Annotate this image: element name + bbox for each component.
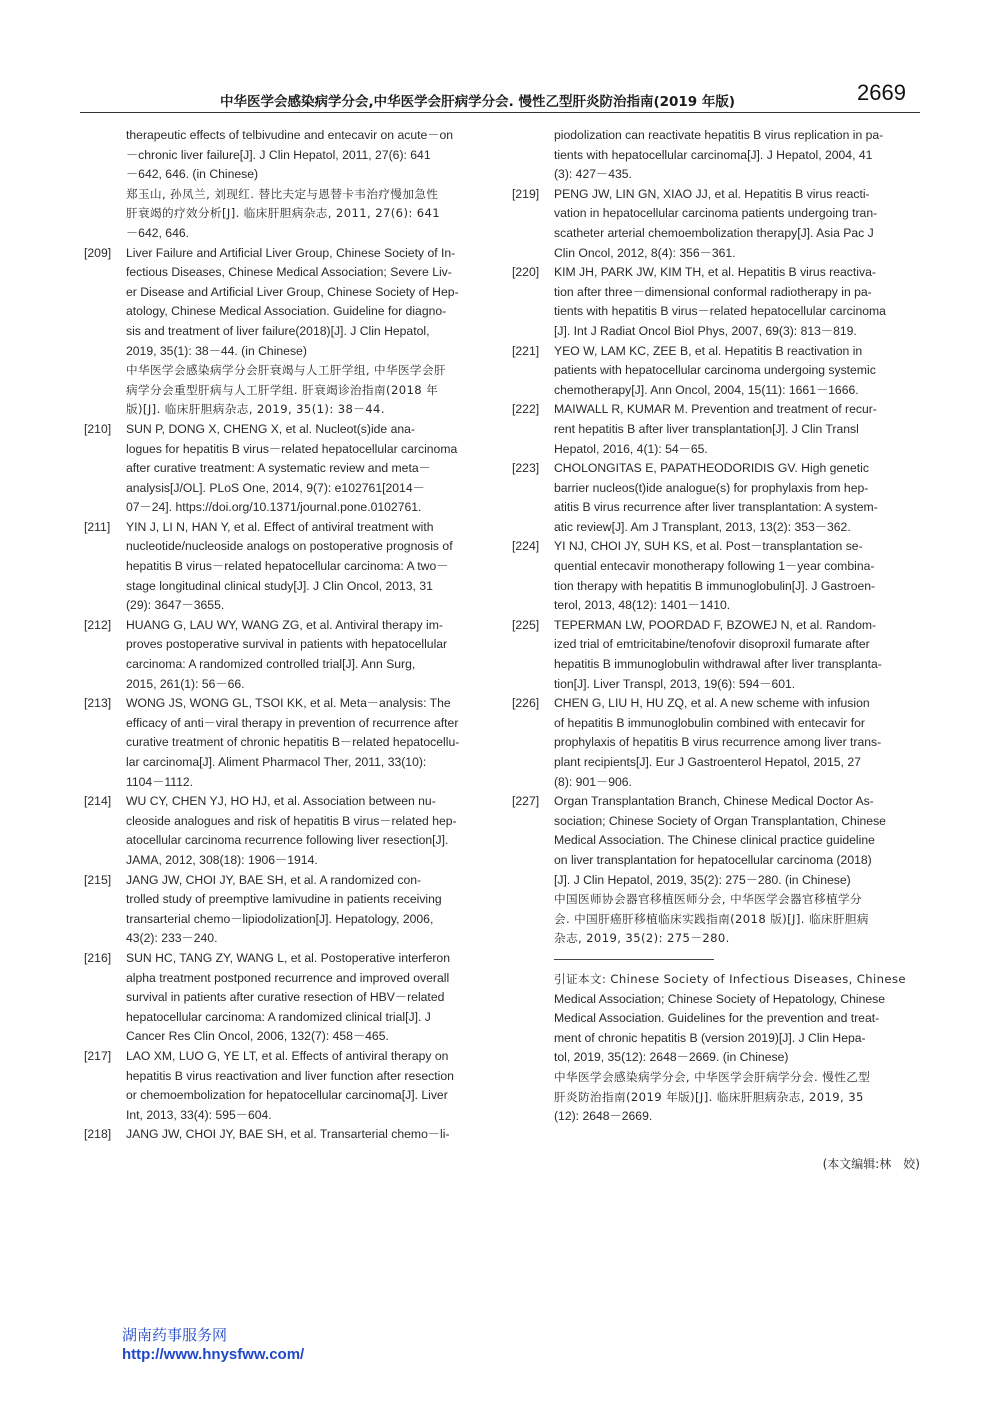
reference-line: tion therapy with hepatitis B immunoglobulin[J]. J Gastroen- [554,578,876,593]
reference-line: logues for hepatitis B virus－related hepatocellular carcinoma [126,441,458,456]
reference-line: carcinoma: A randomized controlled trial[J]. Ann Surg, [126,657,416,672]
citation-line: ment of chronic hepatitis B (version 2019)[J]. J Clin Hepa- [554,1030,866,1045]
reference-line: prophylaxis of hepatitis B virus recurrence among liver trans- [554,735,882,750]
reference-text [126,1125,488,1145]
reference-number: [217] [84,1048,112,1063]
reference-text [554,185,920,263]
reference-line: alpha treatment postponed recurrence and improved overall [126,970,450,985]
reference-text [554,694,920,792]
reference-line: PENG JW, LIN GN, XIAO JJ, et al. Hepatitis B virus reacti- [554,186,870,201]
reference-line: rent hepatitis B after liver transplantation[J]. J Clin Transl [554,421,859,436]
reference-entry [512,400,920,459]
reference-line: 1104－1112. [126,774,194,789]
reference-line: vation in hepatocellular carcinoma patients undergoing tran- [554,206,878,221]
reference-line: 07－24]. https://doi.org/10.1371/journal.pone.0102761. [126,500,422,515]
reference-number: [219] [512,186,540,201]
reference-entry [84,518,488,616]
editor-note: (本文编辑:林 姣) [822,1156,920,1171]
citation-divider [554,959,714,960]
reference-line: plant recipients[J]. Eur J Gastroenterol Hepatol, 2015, 27 [554,755,861,769]
reference-line: HUANG G, LAU WY, WANG ZG, et al. Antiviral therapy im- [126,617,443,632]
reference-line: 病学分会重型肝病与人工肝学组. 肝衰竭诊治指南(2018 年 [126,382,439,397]
reference-line: nucleotide/nucleoside analogs on postoperative prognosis of [126,539,453,554]
reference-line: er Disease and Artificial Liver Group, Chinese Society of Hep- [126,284,459,299]
continuation-line: piodolization can reactivate hepatitis B virus replication in pa- [554,128,884,142]
reference-number: [227] [512,794,540,809]
reference-line: terol, 2013, 48(12): 1401－1410. [554,598,731,613]
reference-line: on liver transplantation for hepatocellular carcinoma (2018) [554,852,872,867]
reference-line: tion after three－dimensional conformal radiotherapy in pa- [554,284,872,299]
reference-text [126,694,488,792]
continuation-line: 肝衰竭的疗效分析[J]. 临床肝胆病杂志, 2011, 27(6): 641 [126,206,441,221]
reference-line: ized trial of emtricitabine/tenofovir disoproxil fumarate after [554,637,870,652]
reference-text [554,342,920,401]
reference-number: [221] [512,343,540,358]
citation-line: 中华医学会感染病学分会, 中华医学会肝病学分会. 慢性乙型 [554,1069,871,1084]
reference-line: cleoside analogues and risk of hepatitis B virus－related hep- [126,813,457,828]
citation-line: Medical Association. Guidelines for the prevention and treat- [554,1011,880,1026]
citation-line: Medical Association; Chinese Society of Hepatology, Chinese [554,991,886,1006]
reference-entry [512,616,920,694]
reference-number: [223] [512,461,540,476]
continuation-line: therapeutic effects of telbivudine and entecavir on acute－on [126,128,454,142]
reference-line: atitis B virus recurrence after liver transplantation: A system- [554,500,878,515]
reference-text [554,459,920,537]
reference-line: 2015, 261(1): 56－66. [126,676,245,691]
reference-number: [224] [512,539,540,554]
reference-line: 杂志, 2019, 35(2): 275－280. [554,931,730,946]
reference-line: (8): 901－906. [554,774,632,789]
reference-text [126,244,488,420]
reference-line: (29): 3647－3655. [126,598,225,613]
reference-entry [84,244,488,420]
watermark-url-link[interactable]: http://www.hnysfww.com/ [122,1346,305,1363]
reference-line: after curative treatment: A systematic review and meta－ [126,461,431,476]
reference-line: Hepatol, 2016, 4(1): 54－65. [554,441,708,456]
reference-line: YEO W, LAM KC, ZEE B, et al. Hepatitis B reactivation in [554,343,863,358]
reference-line: scatheter arterial chemoembolization therapy[J]. Asia Pac J [554,225,874,240]
reference-number: [214] [84,794,112,809]
citation-line: tol, 2019, 35(12): 2648－2669. (in Chinese) [554,1050,789,1065]
right-continuation [512,126,920,185]
reference-line: Cancer Res Clin Oncol, 2006, 132(7): 458－465. [126,1029,389,1044]
watermark [122,1326,304,1364]
reference-line: stage longitudinal clinical study[J]. J Clin Oncol, 2013, 31 [126,578,433,593]
reference-number: [210] [84,421,112,436]
reference-entry [512,694,920,792]
reference-number: [222] [512,402,540,417]
reference-text [126,518,488,616]
reference-line: Organ Transplantation Branch, Chinese Medical Doctor As- [554,794,874,809]
reference-line: CHOLONGITAS E, PAPATHEODORIDIS GV. High genetic [554,461,869,476]
citation-line: 引证本文: Chinese Society of Infectious Diseases, Chinese [554,971,906,986]
continuation-line: tients with hepatocellular carcinoma[J]. J Hepatol, 2004, 41 [554,147,873,162]
continuation-line: 郑玉山, 孙凤兰, 刘现红. 替比夫定与恩替卡韦治疗慢加急性 [126,186,439,201]
right-reference-list [512,185,920,949]
reference-text [554,616,920,694]
right-column [512,126,920,1174]
reference-entry [84,871,488,949]
reference-line: 会. 中国肝癌肝移植临床实践指南(2018 版)[J]. 临床肝胆病 [554,911,869,926]
reference-line: of hepatitis B immunoglobulin combined with entecavir for [554,715,865,730]
watermark-site-name: 湖南药事服务网 [122,1326,228,1344]
reference-entry [512,792,920,949]
reference-number: [213] [84,696,112,711]
reference-line: atic review[J]. Am J Transplant, 2013, 13(2): 353－362. [554,519,851,534]
reference-line: 中国医师协会器官移植医师分会, 中华医学会器官移植学分 [554,892,863,907]
reference-text [126,949,488,1047]
reference-line: WU CY, CHEN YJ, HO HJ, et al. Association between nu- [126,794,436,809]
reference-line: YI NJ, CHOI JY, SUH KS, et al. Post－transplantation se- [554,539,863,554]
reference-text [554,792,920,949]
running-header [80,80,920,113]
reference-entry [84,694,488,792]
continuation-line: (3): 427－435. [554,167,632,182]
reference-line: 版)[J]. 临床肝胆病杂志, 2019, 35(1): 38－44. [126,402,385,417]
reference-line: hepatitis B immunoglobulin withdrawal after liver transplanta- [554,657,882,672]
reference-line: hepatitis B virus reactivation and liver function after resection [126,1068,454,1083]
reference-entry [512,342,920,401]
reference-number: [220] [512,265,540,280]
reference-line: 中华医学会感染病学分会肝衰竭与人工肝学组, 中华医学会肝 [126,363,447,378]
reference-line: survival in patients after curative resection of HBV－related [126,990,445,1005]
reference-line: LAO XM, LUO G, YE LT, et al. Effects of antiviral therapy on [126,1048,449,1063]
citation-block [512,970,920,1127]
reference-entry [512,459,920,537]
left-continuation [84,126,488,244]
reference-number: [215] [84,872,112,887]
reference-line: [J]. J Clin Hepatol, 2019, 35(2): 275－280. (in Chinese) [554,872,851,887]
left-reference-list [84,244,488,1145]
reference-line: SUN HC, TANG ZY, WANG L, et al. Postoperative interferon [126,950,450,965]
reference-entry [84,1047,488,1125]
reference-line: TEPERMAN LW, POORDAD F, BZOWEJ N, et al. Random- [554,617,877,632]
reference-line: proves postoperative survival in patients with hepatocellular [126,637,448,652]
reference-line: transarterial chemo－lipiodolization[J]. Hepatology, 2006, [126,911,434,926]
reference-line: YIN J, LI N, HAN Y, et al. Effect of antiviral treatment with [126,519,434,534]
reference-line: or chemoembolization for hepatocellular carcinoma[J]. Liver [126,1088,448,1103]
reference-line: efficacy of anti－viral therapy in prevention of recurrence after [126,715,459,730]
reference-line: 2019, 35(1): 38－44. (in Chinese) [126,343,307,358]
reference-line: [J]. Int J Radiat Oncol Biol Phys, 2007, 69(3): 813－819. [554,323,857,338]
reference-line: JANG JW, CHOI JY, BAE SH, et al. Transarterial chemo－li- [126,1127,450,1142]
reference-number: [225] [512,617,540,632]
reference-number: [211] [84,519,111,534]
reference-line: quential entecavir monotherapy following 1－year combina- [554,559,875,574]
reference-line: sis and treatment of liver failure(2018)[J]. J Clin Hepatol, [126,323,430,338]
reference-entry [84,616,488,694]
reference-line: atocellular carcinoma recurrence following liver resection[J]. [126,833,449,848]
reference-text [554,537,920,615]
reference-line: KIM JH, PARK JW, KIM TH, et al. Hepatitis B virus reactiva- [554,265,876,280]
page-number: 2669 [857,80,906,105]
reference-entry [512,537,920,615]
reference-number: [226] [512,696,540,711]
reference-number: [218] [84,1127,112,1142]
reference-text [554,400,920,459]
reference-line: analysis[J/OL]. PLoS One, 2014, 9(7): e102761[2014－ [126,480,425,495]
reference-line: Int, 2013, 33(4): 595－604. [126,1107,272,1122]
reference-line: 43(2): 233－240. [126,931,218,946]
continuation-line: －642, 646. [126,225,190,240]
reference-line: Liver Failure and Artificial Liver Group, Chinese Society of In- [126,245,456,260]
reference-line: SUN P, DONG X, CHENG X, et al. Nucleot(s)ide ana- [126,421,415,436]
reference-text [126,616,488,694]
reference-line: WONG JS, WONG GL, TSOI KK, et al. Meta－analysis: The [126,696,451,711]
reference-line: chemotherapy[J]. Ann Oncol, 2004, 15(11): 1661－1666. [554,382,859,397]
reference-line: curative treatment of chronic hepatitis B－related hepatocellu- [126,735,460,750]
reference-text [126,792,488,870]
continuation-line: －chronic liver failure[J]. J Clin Hepatol, 2011, 27(6): 641 [126,147,431,162]
left-column [84,126,488,1145]
reference-line: sociation; Chinese Society of Organ Transplantation, Chinese [554,813,886,828]
reference-line: fectious Diseases, Chinese Medical Association; Severe Liv- [126,265,452,280]
reference-entry [84,792,488,870]
reference-number: [216] [84,950,112,965]
reference-text [126,1047,488,1125]
reference-entry [512,263,920,341]
reference-text [126,871,488,949]
reference-line: Medical Association. The Chinese clinical practice guideline [554,833,875,848]
reference-line: JANG JW, CHOI JY, BAE SH, et al. A randomized con- [126,872,422,887]
reference-line: barrier nucleos(t)ide analogue(s) for prophylaxis from hep- [554,480,869,495]
reference-line: patients with hepatocellular carcinoma undergoing systemic [554,363,876,378]
reference-line: trolled study of preemptive lamivudine in patients receiving [126,892,442,907]
reference-line: CHEN G, LIU H, HU ZQ, et al. A new scheme with infusion [554,696,870,711]
reference-text [554,263,920,341]
reference-line: Clin Oncol, 2012, 8(4): 356－361. [554,245,736,260]
continuation-line: －642, 646. (in Chinese) [126,167,259,182]
reference-entry [84,949,488,1047]
citation-line: (12): 2648－2669. [554,1109,653,1124]
reference-line: atology, Chinese Medical Association. Guideline for diagno- [126,304,447,319]
reference-line: JAMA, 2012, 308(18): 1906－1914. [126,852,318,867]
reference-line: tients with hepatitis B virus－related hepatocellular carcinoma [554,304,886,319]
citation-line: 肝炎防治指南(2019 年版)[J]. 临床肝胆病杂志, 2019, 35 [554,1089,864,1104]
reference-line: hepatocellular carcinoma: A randomized clinical trial[J]. J [126,1009,431,1024]
reference-text [126,420,488,518]
reference-entry [512,185,920,263]
reference-entry [84,420,488,518]
reference-number: [212] [84,617,112,632]
header-title: 中华医学会感染病学分会,中华医学会肝病学分会. 慢性乙型肝炎防治指南(2019 年版) [220,94,736,110]
reference-number: [209] [84,245,112,260]
reference-line: hepatitis B virus－related hepatocellular carcinoma: A two－ [126,559,449,574]
reference-line: MAIWALL R, KUMAR M. Prevention and treatment of recur- [554,402,877,417]
reference-line: tion[J]. Liver Transpl, 2013, 19(6): 594－601. [554,676,796,691]
reference-entry [84,1125,488,1145]
reference-line: lar carcinoma[J]. Aliment Pharmacol Ther, 2011, 33(10): [126,755,427,769]
